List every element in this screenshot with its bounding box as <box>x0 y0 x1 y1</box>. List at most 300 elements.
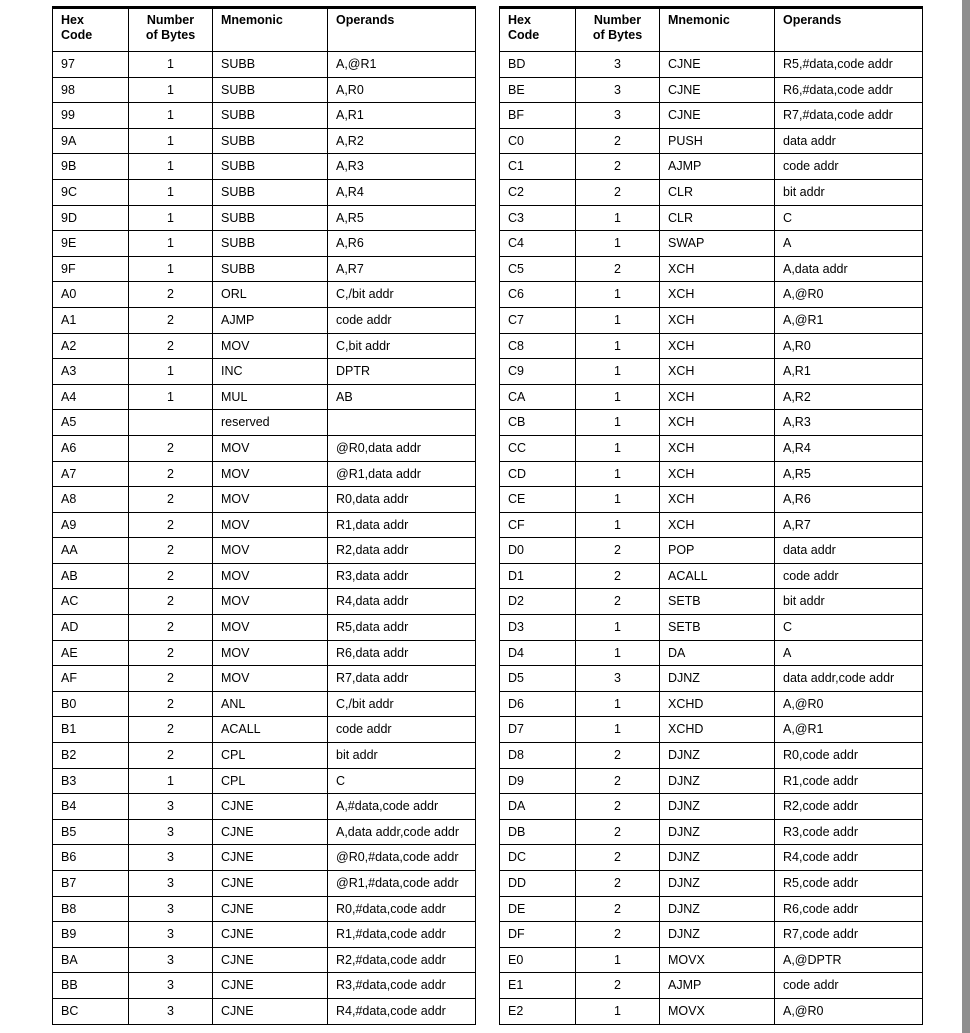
mnemonic-cell: SUBB <box>213 205 328 231</box>
bytes-cell: 1 <box>576 640 660 666</box>
table-row <box>500 589 923 615</box>
table-row <box>53 922 476 948</box>
mnemonic-cell: DJNZ <box>660 922 775 948</box>
table-row <box>53 973 476 999</box>
hex-code-cell: A4 <box>53 384 129 410</box>
operands-cell: A,@DPTR <box>775 947 923 973</box>
hex-code-cell: D4 <box>500 640 576 666</box>
hex-code-cell: A5 <box>53 410 129 436</box>
table-row <box>500 922 923 948</box>
header-bytes-line2: of Bytes <box>145 28 196 42</box>
mnemonic-cell: XCHD <box>660 691 775 717</box>
operands-cell: data addr <box>775 128 923 154</box>
operands-cell: A,R4 <box>328 179 476 205</box>
hex-code-cell: A0 <box>53 282 129 308</box>
table-row <box>53 947 476 973</box>
hex-code-cell: B5 <box>53 819 129 845</box>
operands-cell: R1,data addr <box>328 512 476 538</box>
mnemonic-cell: XCH <box>660 256 775 282</box>
bytes-cell: 3 <box>129 896 213 922</box>
table-row <box>500 512 923 538</box>
bytes-cell: 2 <box>129 589 213 615</box>
operands-cell: R0,data addr <box>328 487 476 513</box>
table-row <box>53 768 476 794</box>
operands-cell: @R0,data addr <box>328 435 476 461</box>
bytes-cell: 1 <box>576 384 660 410</box>
column-header-operands: Operands <box>328 8 476 52</box>
table-header-row <box>500 8 923 52</box>
table-row <box>500 717 923 743</box>
bytes-cell: 2 <box>129 743 213 769</box>
bytes-cell: 1 <box>129 103 213 129</box>
operands-cell: R6,code addr <box>775 896 923 922</box>
operands-cell: C,/bit addr <box>328 691 476 717</box>
hex-code-cell: D2 <box>500 589 576 615</box>
column-header-hex-code <box>500 8 576 52</box>
operands-cell: R3,code addr <box>775 819 923 845</box>
bytes-cell: 1 <box>576 205 660 231</box>
bytes-cell: 1 <box>576 231 660 257</box>
operands-cell: R2,data addr <box>328 538 476 564</box>
operands-cell: bit addr <box>775 589 923 615</box>
hex-code-cell: 99 <box>53 103 129 129</box>
bytes-cell: 3 <box>129 794 213 820</box>
operands-cell: R7,#data,code addr <box>775 103 923 129</box>
mnemonic-cell: ACALL <box>660 563 775 589</box>
mnemonic-cell: CJNE <box>660 52 775 78</box>
table-row <box>53 845 476 871</box>
mnemonic-cell: DJNZ <box>660 794 775 820</box>
table-row <box>500 743 923 769</box>
table-row <box>500 563 923 589</box>
hex-code-cell: D8 <box>500 743 576 769</box>
operands-cell: R3,data addr <box>328 563 476 589</box>
operands-cell: AB <box>328 384 476 410</box>
bytes-cell: 2 <box>129 666 213 692</box>
mnemonic-cell: PUSH <box>660 128 775 154</box>
bytes-cell: 2 <box>576 743 660 769</box>
bytes-cell: 2 <box>129 487 213 513</box>
table-row <box>500 666 923 692</box>
hex-code-cell: 97 <box>53 52 129 78</box>
mnemonic-cell: XCH <box>660 307 775 333</box>
hex-code-cell: DA <box>500 794 576 820</box>
bytes-cell: 2 <box>129 435 213 461</box>
operands-cell: R4,#data,code addr <box>328 998 476 1024</box>
table-row <box>500 691 923 717</box>
mnemonic-cell: AJMP <box>660 973 775 999</box>
mnemonic-cell: SUBB <box>213 128 328 154</box>
operands-cell: code addr <box>775 154 923 180</box>
mnemonic-cell: MOV <box>213 538 328 564</box>
operands-cell: A,R0 <box>328 77 476 103</box>
bytes-cell: 3 <box>576 666 660 692</box>
mnemonic-cell: CLR <box>660 205 775 231</box>
table-row <box>53 589 476 615</box>
mnemonic-cell: SUBB <box>213 103 328 129</box>
bytes-cell: 2 <box>576 871 660 897</box>
hex-code-cell: A2 <box>53 333 129 359</box>
hex-code-cell: BC <box>53 998 129 1024</box>
hex-code-cell: E0 <box>500 947 576 973</box>
mnemonic-cell: DJNZ <box>660 768 775 794</box>
table-row <box>500 461 923 487</box>
bytes-cell: 2 <box>576 819 660 845</box>
hex-code-cell: DE <box>500 896 576 922</box>
mnemonic-cell: MOV <box>213 615 328 641</box>
hex-code-cell: DB <box>500 819 576 845</box>
mnemonic-cell: POP <box>660 538 775 564</box>
mnemonic-cell: CLR <box>660 179 775 205</box>
opcode-table-right <box>499 6 923 1025</box>
hex-code-cell: B8 <box>53 896 129 922</box>
hex-code-cell: CC <box>500 435 576 461</box>
bytes-cell: 1 <box>576 947 660 973</box>
operands-cell: A,R1 <box>328 103 476 129</box>
table-row <box>500 487 923 513</box>
bytes-cell: 2 <box>576 563 660 589</box>
table-row <box>53 615 476 641</box>
mnemonic-cell: DJNZ <box>660 896 775 922</box>
table-row <box>500 435 923 461</box>
operands-cell: A,@R1 <box>328 52 476 78</box>
table-row <box>500 845 923 871</box>
operands-cell: A,R5 <box>328 205 476 231</box>
hex-code-cell: B9 <box>53 922 129 948</box>
hex-code-cell: B2 <box>53 743 129 769</box>
operands-cell: R5,data addr <box>328 615 476 641</box>
bytes-cell: 3 <box>129 845 213 871</box>
table-row <box>53 666 476 692</box>
hex-code-cell: CB <box>500 410 576 436</box>
operands-cell: @R1,data addr <box>328 461 476 487</box>
hex-code-cell: 9C <box>53 179 129 205</box>
bytes-cell: 2 <box>576 922 660 948</box>
bytes-cell: 2 <box>129 538 213 564</box>
mnemonic-cell: DJNZ <box>660 871 775 897</box>
column-header-hex-code <box>53 8 129 52</box>
bytes-cell: 2 <box>129 333 213 359</box>
hex-code-cell: AB <box>53 563 129 589</box>
hex-code-cell: CA <box>500 384 576 410</box>
bytes-cell: 1 <box>576 282 660 308</box>
bytes-cell: 2 <box>129 563 213 589</box>
mnemonic-cell: SWAP <box>660 231 775 257</box>
table-row <box>53 563 476 589</box>
mnemonic-cell: MOV <box>213 512 328 538</box>
hex-code-cell: AF <box>53 666 129 692</box>
bytes-cell: 1 <box>129 768 213 794</box>
table-row <box>53 743 476 769</box>
mnemonic-cell: CJNE <box>213 819 328 845</box>
mnemonic-cell: MOV <box>213 461 328 487</box>
hex-code-cell: B0 <box>53 691 129 717</box>
bytes-cell: 2 <box>129 615 213 641</box>
operands-cell: A,R2 <box>775 384 923 410</box>
mnemonic-cell: CJNE <box>213 794 328 820</box>
operands-cell: A,R7 <box>328 256 476 282</box>
bytes-cell: 2 <box>129 717 213 743</box>
operands-cell: R4,code addr <box>775 845 923 871</box>
bytes-cell: 3 <box>129 922 213 948</box>
table-row <box>53 794 476 820</box>
operands-cell: bit addr <box>328 743 476 769</box>
table-row <box>53 307 476 333</box>
operands-cell: R6,#data,code addr <box>775 77 923 103</box>
hex-code-cell: A3 <box>53 359 129 385</box>
table-row <box>500 538 923 564</box>
operands-cell: code addr <box>775 973 923 999</box>
table-row <box>53 896 476 922</box>
table-row <box>53 487 476 513</box>
mnemonic-cell: CJNE <box>213 998 328 1024</box>
mnemonic-cell: MOVX <box>660 998 775 1024</box>
table-row <box>500 947 923 973</box>
table-row <box>53 154 476 180</box>
header-bytes-line2: of Bytes <box>592 28 643 42</box>
mnemonic-cell: DJNZ <box>660 666 775 692</box>
header-hex-line2: Code <box>61 28 93 42</box>
table-row <box>53 871 476 897</box>
hex-code-cell: CE <box>500 487 576 513</box>
mnemonic-cell: XCH <box>660 461 775 487</box>
mnemonic-cell: MOV <box>213 435 328 461</box>
bytes-cell: 1 <box>576 998 660 1024</box>
operands-cell: R3,#data,code addr <box>328 973 476 999</box>
hex-code-cell: D1 <box>500 563 576 589</box>
operands-cell: A,R6 <box>775 487 923 513</box>
mnemonic-cell: XCH <box>660 512 775 538</box>
operands-cell: A,R0 <box>775 333 923 359</box>
table-row <box>53 77 476 103</box>
operands-cell: R2,code addr <box>775 794 923 820</box>
column-header-mnemonic: Mnemonic <box>213 8 328 52</box>
mnemonic-cell: CJNE <box>213 845 328 871</box>
hex-code-cell: C7 <box>500 307 576 333</box>
bytes-cell: 1 <box>129 205 213 231</box>
operands-cell: A,R4 <box>775 435 923 461</box>
table-row <box>53 538 476 564</box>
table-row <box>53 128 476 154</box>
header-bytes-line1: Number <box>593 13 642 27</box>
table-row <box>500 103 923 129</box>
hex-code-cell: AA <box>53 538 129 564</box>
table-row <box>53 359 476 385</box>
mnemonic-cell: ANL <box>213 691 328 717</box>
hex-code-cell: BD <box>500 52 576 78</box>
table-body-left <box>53 52 476 1025</box>
table-row <box>500 282 923 308</box>
mnemonic-cell: CPL <box>213 768 328 794</box>
hex-code-cell: E2 <box>500 998 576 1024</box>
hex-code-cell: DF <box>500 922 576 948</box>
bytes-cell: 1 <box>129 384 213 410</box>
operands-cell: A,R5 <box>775 461 923 487</box>
operands-cell: A <box>775 231 923 257</box>
operands-cell: A <box>775 640 923 666</box>
mnemonic-cell: XCH <box>660 410 775 436</box>
hex-code-cell: A9 <box>53 512 129 538</box>
mnemonic-cell: AJMP <box>660 154 775 180</box>
hex-code-cell: 9F <box>53 256 129 282</box>
operands-cell: A,R3 <box>775 410 923 436</box>
operands-cell: R5,code addr <box>775 871 923 897</box>
table-row <box>53 691 476 717</box>
bytes-cell: 1 <box>129 179 213 205</box>
bytes-cell: 1 <box>129 52 213 78</box>
operands-cell: A,R2 <box>328 128 476 154</box>
hex-code-cell: C1 <box>500 154 576 180</box>
mnemonic-cell: MOVX <box>660 947 775 973</box>
mnemonic-cell: MOV <box>213 666 328 692</box>
bytes-cell: 1 <box>129 128 213 154</box>
hex-code-cell: 9A <box>53 128 129 154</box>
mnemonic-cell: MOV <box>213 333 328 359</box>
operands-cell: R1,#data,code addr <box>328 922 476 948</box>
hex-code-cell: D7 <box>500 717 576 743</box>
bytes-cell: 3 <box>576 52 660 78</box>
operands-cell: R5,#data,code addr <box>775 52 923 78</box>
hex-code-cell: B7 <box>53 871 129 897</box>
header-bytes-line1: Number <box>146 13 195 27</box>
operands-cell: A,@R0 <box>775 691 923 717</box>
hex-code-cell: AE <box>53 640 129 666</box>
mnemonic-cell: SETB <box>660 615 775 641</box>
mnemonic-cell: DJNZ <box>660 819 775 845</box>
table-row <box>500 615 923 641</box>
bytes-cell: 3 <box>129 819 213 845</box>
operands-cell: A,R3 <box>328 154 476 180</box>
mnemonic-cell: CPL <box>213 743 328 769</box>
table-row <box>53 333 476 359</box>
table-row <box>53 640 476 666</box>
operands-cell: C <box>775 205 923 231</box>
table-row <box>500 410 923 436</box>
bytes-cell <box>129 410 213 436</box>
mnemonic-cell: MOV <box>213 487 328 513</box>
operands-cell: R6,data addr <box>328 640 476 666</box>
hex-code-cell: C8 <box>500 333 576 359</box>
mnemonic-cell: MOV <box>213 640 328 666</box>
bytes-cell: 1 <box>576 512 660 538</box>
mnemonic-cell: XCH <box>660 384 775 410</box>
mnemonic-cell: SUBB <box>213 77 328 103</box>
hex-code-cell: A8 <box>53 487 129 513</box>
table-row <box>53 282 476 308</box>
operands-cell: DPTR <box>328 359 476 385</box>
table-row <box>500 794 923 820</box>
mnemonic-cell: CJNE <box>213 896 328 922</box>
bytes-cell: 1 <box>129 231 213 257</box>
bytes-cell: 1 <box>576 333 660 359</box>
hex-code-cell: BB <box>53 973 129 999</box>
mnemonic-cell: CJNE <box>213 922 328 948</box>
table-row <box>500 333 923 359</box>
mnemonic-cell: MOV <box>213 563 328 589</box>
hex-code-cell: D3 <box>500 615 576 641</box>
bytes-cell: 1 <box>576 461 660 487</box>
operands-cell: bit addr <box>775 179 923 205</box>
table-row <box>53 998 476 1024</box>
operands-cell: data addr <box>775 538 923 564</box>
column-header-operands: Operands <box>775 8 923 52</box>
hex-code-cell: C6 <box>500 282 576 308</box>
bytes-cell: 2 <box>576 896 660 922</box>
bytes-cell: 2 <box>129 282 213 308</box>
mnemonic-cell: CJNE <box>213 947 328 973</box>
mnemonic-cell: SUBB <box>213 231 328 257</box>
operands-cell: C,/bit addr <box>328 282 476 308</box>
bytes-cell: 3 <box>129 998 213 1024</box>
operands-cell: R2,#data,code addr <box>328 947 476 973</box>
opcode-table-left <box>52 6 476 1025</box>
bytes-cell: 3 <box>576 77 660 103</box>
operands-cell: R1,code addr <box>775 768 923 794</box>
table-row <box>500 768 923 794</box>
hex-code-cell: BA <box>53 947 129 973</box>
hex-code-cell: A1 <box>53 307 129 333</box>
operands-cell: @R0,#data,code addr <box>328 845 476 871</box>
hex-code-cell: DD <box>500 871 576 897</box>
operands-cell: A,R7 <box>775 512 923 538</box>
bytes-cell: 3 <box>129 947 213 973</box>
table-body-right <box>500 52 923 1025</box>
mnemonic-cell: CJNE <box>213 973 328 999</box>
operands-cell: R0,#data,code addr <box>328 896 476 922</box>
bytes-cell: 2 <box>576 973 660 999</box>
table-row <box>53 179 476 205</box>
bytes-cell: 2 <box>576 128 660 154</box>
mnemonic-cell: SETB <box>660 589 775 615</box>
hex-code-cell: A6 <box>53 435 129 461</box>
mnemonic-cell: CJNE <box>660 103 775 129</box>
hex-code-cell: C2 <box>500 179 576 205</box>
operands-cell: R0,code addr <box>775 743 923 769</box>
table-row <box>53 461 476 487</box>
operands-cell: data addr,code addr <box>775 666 923 692</box>
operands-cell: A,data addr,code addr <box>328 819 476 845</box>
bytes-cell: 2 <box>576 589 660 615</box>
table-row <box>500 871 923 897</box>
mnemonic-cell: MOV <box>213 589 328 615</box>
hex-code-cell: D9 <box>500 768 576 794</box>
mnemonic-cell: DJNZ <box>660 845 775 871</box>
bytes-cell: 1 <box>129 77 213 103</box>
column-header-number-of-bytes <box>129 8 213 52</box>
table-row <box>53 103 476 129</box>
bytes-cell: 3 <box>576 103 660 129</box>
bytes-cell: 2 <box>576 538 660 564</box>
mnemonic-cell: SUBB <box>213 52 328 78</box>
table-row <box>500 384 923 410</box>
hex-code-cell: 9B <box>53 154 129 180</box>
mnemonic-cell: XCH <box>660 282 775 308</box>
hex-code-cell: 98 <box>53 77 129 103</box>
bytes-cell: 2 <box>576 845 660 871</box>
bytes-cell: 1 <box>576 359 660 385</box>
bytes-cell: 1 <box>129 256 213 282</box>
operands-cell: @R1,#data,code addr <box>328 871 476 897</box>
table-row <box>500 359 923 385</box>
table-row <box>500 896 923 922</box>
operands-cell: code addr <box>328 717 476 743</box>
column-header-number-of-bytes <box>576 8 660 52</box>
bytes-cell: 1 <box>576 410 660 436</box>
table-row <box>53 256 476 282</box>
table-row <box>53 52 476 78</box>
bytes-cell: 1 <box>576 717 660 743</box>
bytes-cell: 2 <box>576 794 660 820</box>
